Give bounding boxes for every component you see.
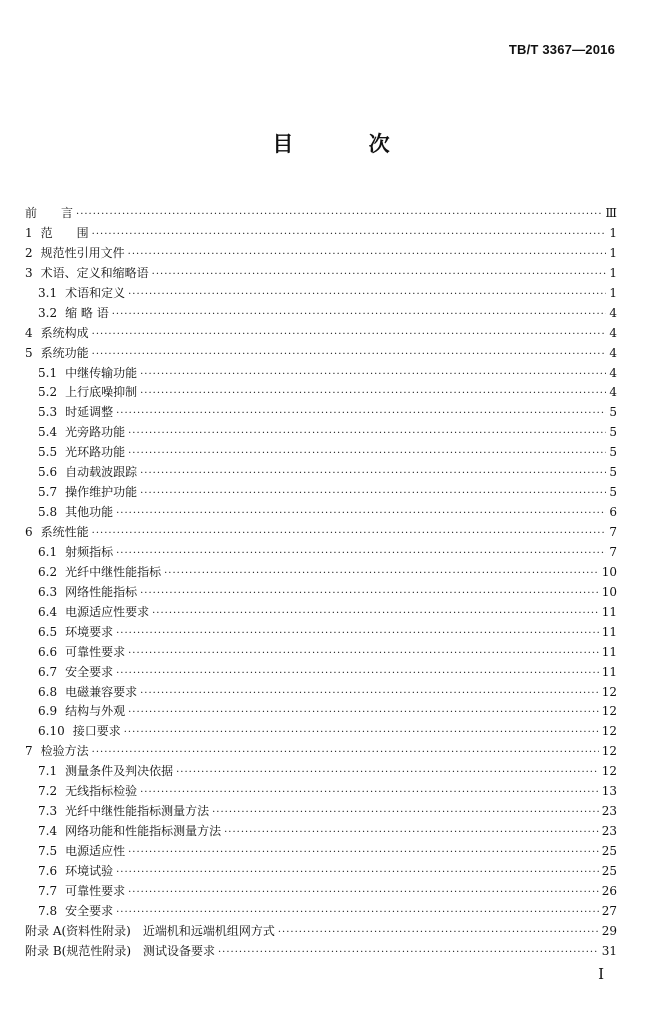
toc-entry-label: 电源适应性 (65, 844, 126, 858)
toc-entry-number: 3.1 (38, 285, 58, 300)
toc-entry-page: 10 (601, 564, 617, 579)
dot-leader (116, 624, 599, 644)
toc-entry-number: 6.6 (38, 644, 58, 659)
toc-entry[interactable] (25, 862, 617, 882)
toc-entry[interactable] (25, 722, 617, 742)
dot-leader (92, 225, 606, 245)
toc-entry-page: 12 (601, 724, 617, 739)
toc-entry-number: 7.3 (38, 804, 58, 819)
toc-entry-label: 缩 略 语 (65, 305, 109, 320)
dot-leader (116, 664, 599, 684)
toc-entry-label: 光环路功能 (65, 445, 126, 460)
toc-entry[interactable] (25, 822, 617, 842)
toc-entry[interactable] (25, 702, 617, 722)
dot-leader (176, 763, 599, 783)
toc-entry-number: 7.1 (38, 764, 58, 779)
toc-entry-page: 5 (609, 445, 617, 460)
toc-entry[interactable] (25, 523, 617, 543)
toc-entry-number: 6.1 (38, 544, 58, 559)
toc-entry[interactable] (25, 264, 617, 284)
toc-entry[interactable] (25, 344, 617, 364)
toc-entry-page: Ⅲ (605, 206, 617, 220)
toc-entry-label: 上行底噪抑制 (65, 385, 138, 400)
toc-entry-number: 6.4 (38, 604, 58, 619)
toc-entry[interactable] (25, 842, 617, 862)
dot-leader (218, 943, 599, 963)
dot-leader (92, 524, 606, 544)
toc-entry-number: 5.8 (38, 505, 58, 520)
toc-entry-page: 11 (601, 644, 617, 659)
toc-entry-number: 7.8 (38, 903, 58, 918)
toc-entry[interactable] (25, 623, 617, 643)
toc-entry-page: 4 (609, 345, 617, 360)
toc-entry[interactable] (25, 942, 617, 962)
dot-leader (128, 285, 606, 305)
toc-entry-page: 7 (609, 544, 617, 559)
toc-entry-page: 1 (609, 225, 617, 240)
toc-entry-page: 5 (609, 465, 617, 480)
dot-leader (140, 384, 606, 404)
toc-entry[interactable] (25, 483, 617, 503)
toc-entry-number: 5 (25, 345, 33, 360)
toc-entry[interactable] (25, 423, 617, 443)
toc-entry-number: 7.2 (38, 784, 58, 799)
dot-leader (164, 564, 599, 584)
toc-entry-number: 2 (25, 245, 33, 260)
dot-leader (116, 903, 599, 923)
dot-leader (152, 265, 606, 285)
toc-entry-number: 7.6 (38, 863, 58, 878)
dot-leader (116, 544, 606, 564)
toc-entry[interactable] (25, 563, 617, 583)
toc-entry-number: 7.4 (38, 824, 58, 839)
toc-entry-label: 前 言 (25, 206, 74, 220)
toc-entry-label: 系统性能 (40, 525, 89, 539)
toc-entry-number: 5.6 (38, 465, 58, 480)
toc-entry-label: 可靠性要求 (65, 644, 126, 659)
toc-entry-page: 10 (601, 584, 617, 599)
dot-leader (128, 444, 606, 464)
toc-entry[interactable] (25, 443, 617, 463)
toc-entry[interactable] (25, 663, 617, 683)
dot-leader (92, 345, 606, 365)
toc-entry-page: 23 (601, 824, 617, 839)
toc-entry-number: 6.10 (38, 724, 65, 739)
toc-entry-label: 光旁路功能 (65, 425, 126, 440)
toc-entry[interactable] (25, 244, 617, 264)
toc-entry-page: 11 (601, 664, 617, 679)
toc-entry-number: 7.7 (38, 883, 58, 898)
page-number: I (598, 965, 604, 983)
toc-entry[interactable] (25, 324, 617, 344)
toc-entry-page: 25 (601, 863, 617, 878)
dot-leader (92, 325, 606, 345)
toc-entry[interactable] (25, 543, 617, 563)
toc-entry-label: 操作维护功能 (65, 485, 138, 500)
toc-entry-page: 4 (609, 365, 617, 380)
toc-entry-number: 6.5 (38, 624, 58, 639)
toc-entry-label: 接口要求 (72, 724, 121, 739)
toc-entry-label: 安全要求 (65, 903, 114, 918)
toc-entry-number: 3.2 (38, 305, 58, 320)
dot-leader (124, 723, 599, 743)
toc-entry-label: 中继传输功能 (65, 365, 138, 380)
toc-entry-label: 系统构成 (40, 325, 89, 340)
dot-leader (128, 424, 606, 444)
dot-leader (128, 883, 599, 903)
toc-entry-page: 26 (601, 883, 617, 898)
toc-entry-number: 1 (25, 225, 33, 240)
dot-leader (116, 404, 606, 424)
toc-entry-label: 结构与外观 (65, 704, 126, 719)
toc-entry-label: 网络性能指标 (65, 584, 138, 599)
dot-leader (224, 823, 599, 843)
dot-leader (278, 923, 599, 943)
dot-leader (116, 504, 606, 524)
toc-entry-label: 电源适应性要求 (65, 604, 150, 619)
toc-entry-number: 5.7 (38, 485, 58, 500)
toc-entry-page: 1 (609, 245, 617, 260)
toc-entry-label: 规范性引用文件 (40, 245, 125, 260)
toc-entry-label: 安全要求 (65, 664, 114, 679)
toc-entry-page: 12 (601, 744, 617, 759)
toc-entry-number: 3 (25, 265, 33, 280)
toc-entry[interactable] (25, 922, 617, 942)
toc-entry-number: 6.7 (38, 664, 58, 679)
toc-entry[interactable] (25, 204, 617, 224)
dot-leader (76, 205, 602, 225)
toc-entry-number: 6 (25, 525, 33, 539)
toc-entry[interactable] (25, 742, 617, 762)
toc-entry[interactable] (25, 782, 617, 802)
toc-entry-page: 25 (601, 844, 617, 858)
toc-entry-page: 13 (601, 784, 617, 799)
toc-entry-number: 6.8 (38, 684, 58, 699)
dot-leader (92, 743, 599, 763)
toc-entry-number: 6.9 (38, 704, 58, 719)
dot-leader (128, 843, 599, 863)
toc-entry[interactable] (25, 802, 617, 822)
toc-entry-label: 可靠性要求 (65, 883, 126, 898)
dot-leader (112, 305, 606, 325)
toc-entry[interactable] (25, 304, 617, 324)
toc-entry-label: 其他功能 (65, 505, 114, 520)
toc-entry[interactable] (25, 364, 617, 384)
toc-entry-number: 7.5 (38, 844, 58, 858)
toc-entry-page: 1 (609, 265, 617, 280)
toc-entry-page: 27 (601, 903, 617, 918)
toc-entry-label: 检验方法 (40, 744, 89, 759)
toc-entry-label: 光纤中继性能指标 (65, 564, 162, 579)
dot-leader (152, 604, 599, 624)
toc-entry-page: 11 (601, 604, 617, 619)
toc-entry-number: 6.3 (38, 584, 58, 599)
toc-entry-page: 4 (609, 385, 617, 400)
toc-entry-page: 6 (609, 505, 617, 520)
toc-entry[interactable] (25, 403, 617, 423)
toc-entry-page: 12 (601, 684, 617, 699)
toc-entry-label: 术语、定义和缩略语 (40, 265, 149, 280)
toc-entry-number: 7 (25, 744, 33, 759)
toc-entry-page: 1 (609, 285, 617, 300)
dot-leader (140, 365, 606, 385)
toc-entry-label: 系统功能 (40, 345, 89, 360)
toc-entry-number: 5.3 (38, 405, 58, 420)
toc-entry[interactable] (25, 882, 617, 902)
dot-leader (116, 863, 599, 883)
dot-leader (140, 783, 599, 803)
toc-entry-page: 5 (609, 485, 617, 500)
toc-entry-page: 12 (601, 764, 617, 779)
standard-code: TB/T 3367—2016 (508, 42, 615, 57)
toc-entry[interactable] (25, 683, 617, 703)
toc-entry[interactable] (25, 284, 617, 304)
dot-leader (128, 245, 606, 265)
toc-entry-label: 测量条件及判决依据 (65, 764, 174, 779)
toc-entry-page: 12 (601, 704, 617, 719)
dot-leader (128, 703, 599, 723)
toc-entry-number: 5.5 (38, 445, 58, 460)
dot-leader (212, 803, 599, 823)
toc-entry[interactable] (25, 383, 617, 403)
toc-entry-label: 术语和定义 (65, 285, 126, 300)
toc-entry-page: 5 (609, 405, 617, 420)
toc-entry-label: 环境要求 (65, 624, 114, 639)
toc-entry-label: 无线指标检验 (65, 784, 138, 799)
table-of-contents (25, 204, 617, 962)
toc-entry-label: 范 围 (40, 225, 89, 240)
toc-entry[interactable] (25, 224, 617, 244)
toc-entry-page: 4 (609, 305, 617, 320)
toc-entry[interactable] (25, 503, 617, 523)
toc-entry-number: 5.2 (38, 385, 58, 400)
toc-entry-label: 环境试验 (65, 863, 114, 878)
page-title: 目 次 (272, 131, 424, 156)
toc-entry-label: 自动载波跟踪 (65, 465, 138, 480)
toc-entry-label: 电磁兼容要求 (65, 684, 138, 699)
toc-entry[interactable] (25, 463, 617, 483)
toc-entry-page: 23 (601, 804, 617, 819)
dot-leader (140, 684, 599, 704)
dot-leader (128, 644, 599, 664)
toc-entry-number: 6.2 (38, 564, 58, 579)
toc-entry[interactable] (25, 643, 617, 663)
toc-entry-page: 4 (609, 325, 617, 340)
toc-entry-label: 附录 B(规范性附录) 测试设备要求 (25, 943, 215, 958)
toc-entry[interactable] (25, 603, 617, 623)
toc-entry-number: 4 (25, 325, 33, 340)
toc-entry-label: 时延调整 (65, 405, 114, 420)
toc-entry[interactable] (25, 762, 617, 782)
toc-entry[interactable] (25, 583, 617, 603)
toc-entry-page: 5 (609, 425, 617, 440)
toc-entry-label: 网络功能和性能指标测量方法 (65, 824, 222, 839)
dot-leader (140, 584, 599, 604)
toc-entry-number: 5.1 (38, 365, 58, 380)
toc-entry-page: 29 (601, 923, 617, 938)
toc-entry-number: 5.4 (38, 425, 58, 440)
toc-entry-label: 射频指标 (65, 544, 114, 559)
toc-entry-label: 光纤中继性能指标测量方法 (65, 804, 210, 819)
toc-entry-page: 7 (609, 525, 617, 539)
toc-entry-label: 附录 A(资料性附录) 近端机和远端机组网方式 (25, 923, 275, 938)
dot-leader (140, 484, 606, 504)
toc-entry-page: 31 (601, 943, 617, 958)
dot-leader (140, 464, 606, 484)
toc-entry-page: 11 (601, 624, 617, 639)
toc-entry[interactable] (25, 902, 617, 922)
